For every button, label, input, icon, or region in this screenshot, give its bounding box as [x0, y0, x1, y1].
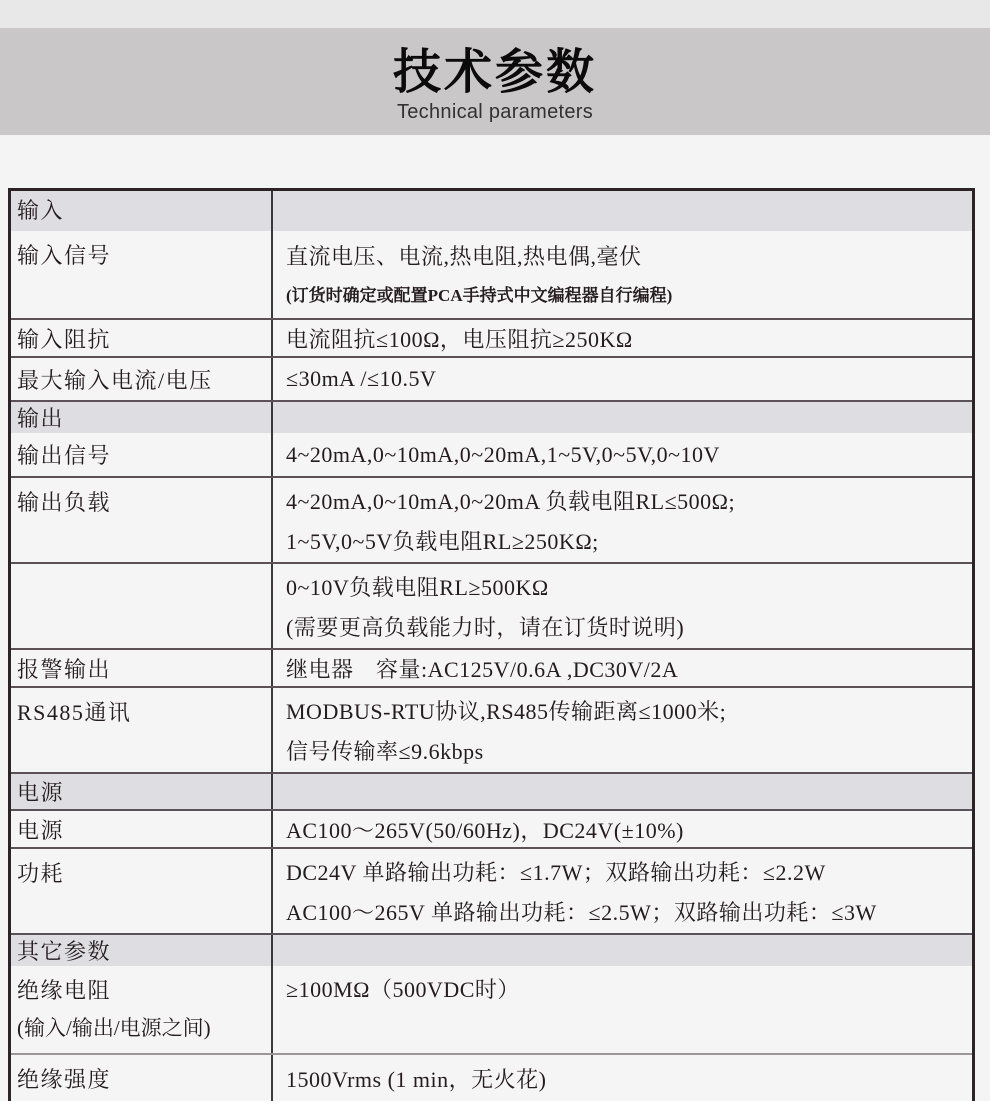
param-value: 1500Vrms (1 min，无火花) — [286, 1066, 547, 1092]
param-label: 绝缘电阻 (输入/输出/电源之间) — [11, 966, 273, 1053]
param-value-line: ≥100MΩ（500VDC时） — [286, 977, 520, 1002]
table-row — [11, 318, 972, 356]
param-value-line: 1~5V,0~5V负载电阻RL≥250KΩ; — [286, 529, 599, 554]
section-value-empty — [273, 191, 972, 231]
section-label: 输入 — [11, 191, 273, 231]
section-label: 输出 — [11, 402, 273, 433]
param-value: ≤30mA /≤10.5V — [286, 366, 437, 391]
param-value — [273, 688, 972, 772]
param-value-line: 直流电压、电流,热电阻,热电偶,毫伏 — [286, 244, 642, 269]
param-label: 输入信号 — [11, 231, 273, 318]
param-label: 输出信号 — [11, 433, 273, 476]
param-label: 输出负载 — [11, 478, 273, 562]
section-row-power — [11, 772, 972, 809]
section-label: 电源 — [11, 774, 273, 809]
table-row — [11, 231, 972, 318]
page-subtitle: Technical parameters — [396, 100, 594, 123]
param-value: 4~20mA,0~10mA,0~20mA,1~5V,0~5V,0~10V — [286, 441, 720, 467]
param-value — [273, 478, 972, 562]
section-label: 其它参数 — [11, 935, 273, 966]
spec-table — [8, 188, 975, 1101]
param-value — [273, 849, 972, 933]
param-label: 报警输出 — [11, 650, 273, 686]
section-value-empty — [273, 774, 972, 809]
param-value-line: (需要更高负载能力时，请在订货时说明) — [286, 615, 685, 640]
table-row — [11, 809, 972, 847]
param-label: 绝缘强度 — [11, 1055, 273, 1101]
param-label: 输入阻抗 — [11, 320, 273, 356]
top-strip — [0, 0, 990, 28]
table-row — [11, 562, 972, 648]
param-value-line: AC100～265V 单路输出功耗：≤2.5W；双路输出功耗：≤3W — [286, 900, 877, 925]
section-row-other — [11, 933, 972, 966]
page-title: 技术参数 — [392, 45, 597, 99]
section-row-input — [11, 191, 972, 231]
section-value-empty — [273, 935, 972, 966]
param-note: (订货时确定或配置PCA手持式中文编程器自行编程) — [286, 286, 673, 305]
table-row — [11, 356, 972, 400]
table-row — [11, 476, 972, 562]
param-value: 电流阻抗≤100Ω，电压阻抗≥250KΩ — [286, 326, 633, 352]
param-value-line: 信号传输率≤9.6kbps — [286, 739, 484, 764]
param-value: AC100～265V(50/60Hz)，DC24V(±10%) — [286, 817, 684, 843]
section-value-empty — [273, 402, 972, 433]
param-value — [273, 564, 972, 648]
param-value: 继电器 容量:AC125V/0.6A ,DC30V/2A — [286, 656, 679, 682]
param-value — [273, 231, 972, 318]
param-label: RS485通讯 — [11, 688, 273, 772]
table-row — [11, 433, 972, 476]
param-value-line: DC24V 单路输出功耗：≤1.7W；双路输出功耗：≤2.2W — [286, 860, 826, 885]
table-row — [11, 1053, 972, 1101]
table-row — [11, 686, 972, 772]
param-value — [273, 966, 972, 1053]
section-row-output — [11, 400, 972, 433]
table-row — [11, 966, 972, 1053]
param-label: 最大输入电流/电压 — [11, 358, 273, 400]
param-value-line: 0~10V负载电阻RL≥500KΩ — [286, 575, 549, 600]
param-sublabel: (输入/输出/电源之间) — [17, 1016, 211, 1040]
param-label: 功耗 — [11, 849, 273, 933]
param-label-empty — [11, 564, 273, 648]
table-row — [11, 847, 972, 933]
header-banner — [0, 28, 990, 135]
table-row — [11, 648, 972, 686]
param-label: 电源 — [11, 811, 273, 847]
param-value-line: 4~20mA,0~10mA,0~20mA 负载电阻RL≤500Ω; — [286, 489, 736, 514]
param-value-line: MODBUS-RTU协议,RS485传输距离≤1000米; — [286, 699, 727, 724]
